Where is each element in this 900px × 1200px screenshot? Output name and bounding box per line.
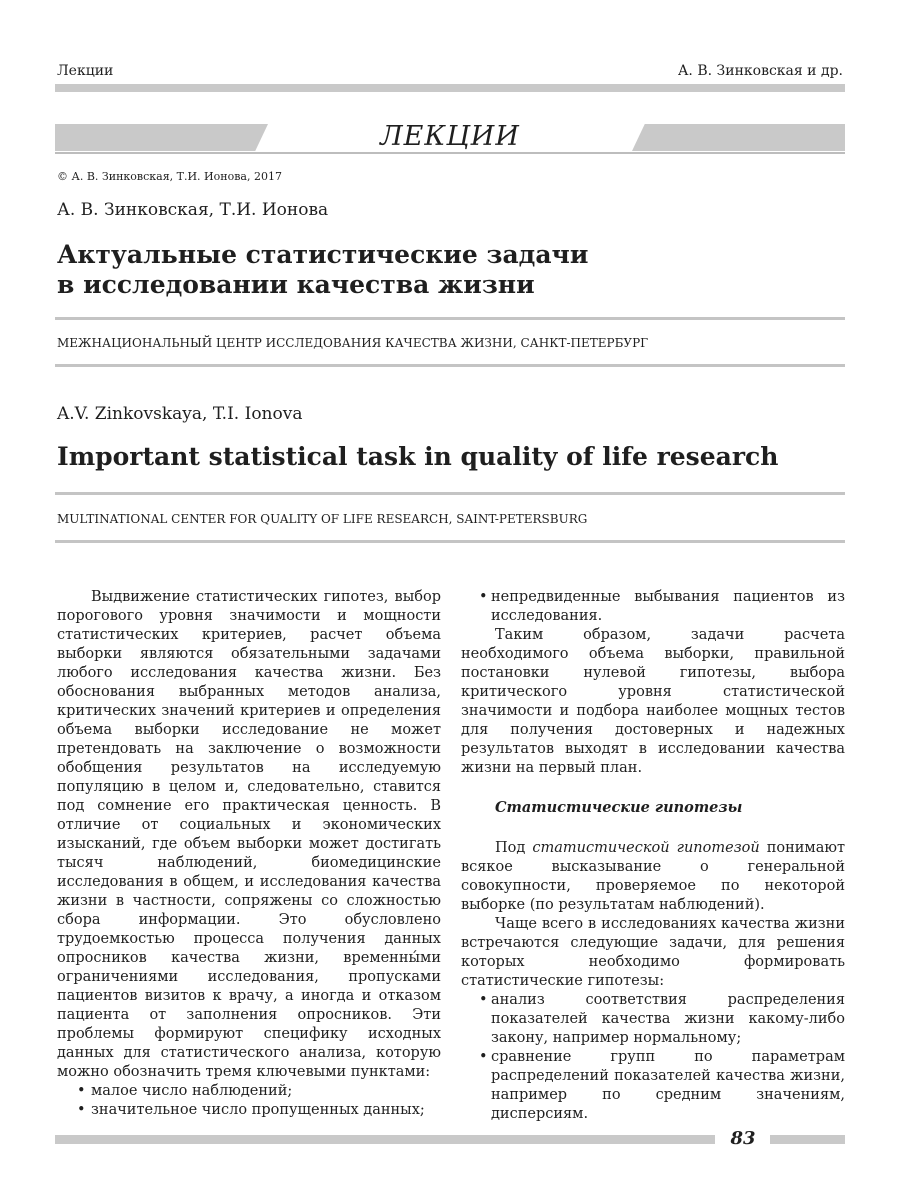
title-english: Important statistical task in quality of life research bbox=[57, 442, 779, 471]
affiliation-russian: МЕЖНАЦИОНАЛЬНЫЙ ЦЕНТР ИССЛЕДОВАНИЯ КАЧЕСТВА ЖИЗНИ, САНКТ-ПЕТЕРБУРГ bbox=[57, 336, 649, 350]
body-paragraph: Выдвижение статистических гипотез, выбор порогового уровня значимости и мощности статистических критериев, расчет объема выборки являются обязательными задачами любого исследования качества жизни. Без обоснования выбранных методов анализа, критических значений критериев и определения объема выборки исследование не может претендовать на заключение о возможности обобщения результатов на исследуемую популяцию в целом и, следовательно, ставится под сомнение его практическая ценность. В отличие от социальных и экономических изысканий, где объем выборки может достигать тысяч наблюдений, биомедицинские исследования в общем, и исследования качества жизни в частности, сопряжены со сложностью сбора информации. Это обусловлено трудоемкостью процесса получения данных опросников качества жизни, временны́ми ограничениями исследования, пропусками пациентов визитов к врачу, а иногда и отказом пациента от заполнения опросников. Эти проблемы формируют специфику исходных данных для статистического анализа, которую можно обозначить тремя ключевыми пунктами: bbox=[57, 589, 441, 1080]
section-band-left bbox=[55, 124, 268, 151]
bullet-list bbox=[461, 991, 845, 1124]
emphasized-term: статистической гипотезой bbox=[532, 840, 760, 856]
section-rule bbox=[55, 152, 845, 154]
affiliation-english: MULTINATIONAL CENTER FOR QUALITY OF LIFE RESEARCH, SAINT-PETERSBURG bbox=[57, 512, 588, 526]
section-title: ЛЕКЦИИ bbox=[380, 121, 520, 152]
authors-english: A.V. Zinkovskaya, T.I. Ionova bbox=[57, 404, 303, 424]
bullet-icon: • bbox=[77, 1083, 86, 1099]
title-russian-line-2: в исследовании качества жизни bbox=[57, 270, 535, 299]
divider-rule bbox=[55, 540, 845, 543]
bullet-list bbox=[57, 1082, 441, 1120]
bullet-icon: • bbox=[479, 992, 488, 1008]
header-rule bbox=[55, 84, 845, 92]
copyright-notice: © А. В. Зинковская, Т.И. Ионова, 2017 bbox=[57, 170, 282, 183]
body-paragraph: Чаще всего в исследованиях качества жизни встречаются следующие задачи, для решения которых необходимо формировать статистические гипотезы: bbox=[461, 916, 845, 989]
list-item: • значительное число пропущенных данных; bbox=[77, 1102, 425, 1118]
subheading: Статистические гипотезы bbox=[495, 799, 743, 816]
bullet-icon: • bbox=[77, 1102, 86, 1118]
section-band-right bbox=[632, 124, 845, 151]
bullet-icon: • bbox=[479, 589, 488, 605]
page-number: 83 bbox=[730, 1128, 756, 1149]
body-column-right bbox=[461, 588, 845, 1124]
body-column-left bbox=[57, 588, 441, 1120]
bullet-list bbox=[461, 588, 845, 626]
running-header-right: А. В. Зинковская и др. bbox=[677, 63, 843, 79]
title-russian bbox=[57, 240, 817, 300]
running-header-left: Лекции bbox=[57, 63, 114, 79]
body-paragraph: Под статистической гипотезой понимают всякое высказывание о генеральной совокупности, проверяемое по некоторой выборке (по результатам наблюдений). bbox=[461, 840, 846, 913]
bullet-icon: • bbox=[479, 1049, 488, 1065]
footer-rule bbox=[55, 1135, 715, 1144]
list-item: • малое число наблюдений; bbox=[77, 1083, 293, 1099]
list-item: • непредвиденные выбывания пациентов из исследования. bbox=[479, 589, 845, 624]
list-item: • анализ соответствия распределения показателей качества жизни какому-либо закону, например нормальному; bbox=[479, 992, 845, 1046]
authors-russian: А. В. Зинковская, Т.И. Ионова bbox=[57, 200, 329, 220]
divider-rule bbox=[55, 364, 845, 367]
body-paragraph: Таким образом, задачи расчета необходимого объема выборки, правильной постановки нулевой гипотезы, выбора критического уровня статистической значимости и подбора наиболее мощных тестов для получения достоверных и надежных результатов выходят в исследовании качества жизни на первый план. bbox=[461, 627, 845, 776]
title-russian-line-1: Актуальные статистические задачи bbox=[57, 240, 589, 269]
list-item: • сравнение групп по параметрам распределений показателей качества жизни, например по средним значениям, дисперсиям. bbox=[479, 1049, 845, 1122]
footer-rule-right bbox=[770, 1135, 845, 1144]
divider-rule bbox=[55, 317, 845, 320]
divider-rule bbox=[55, 492, 845, 495]
